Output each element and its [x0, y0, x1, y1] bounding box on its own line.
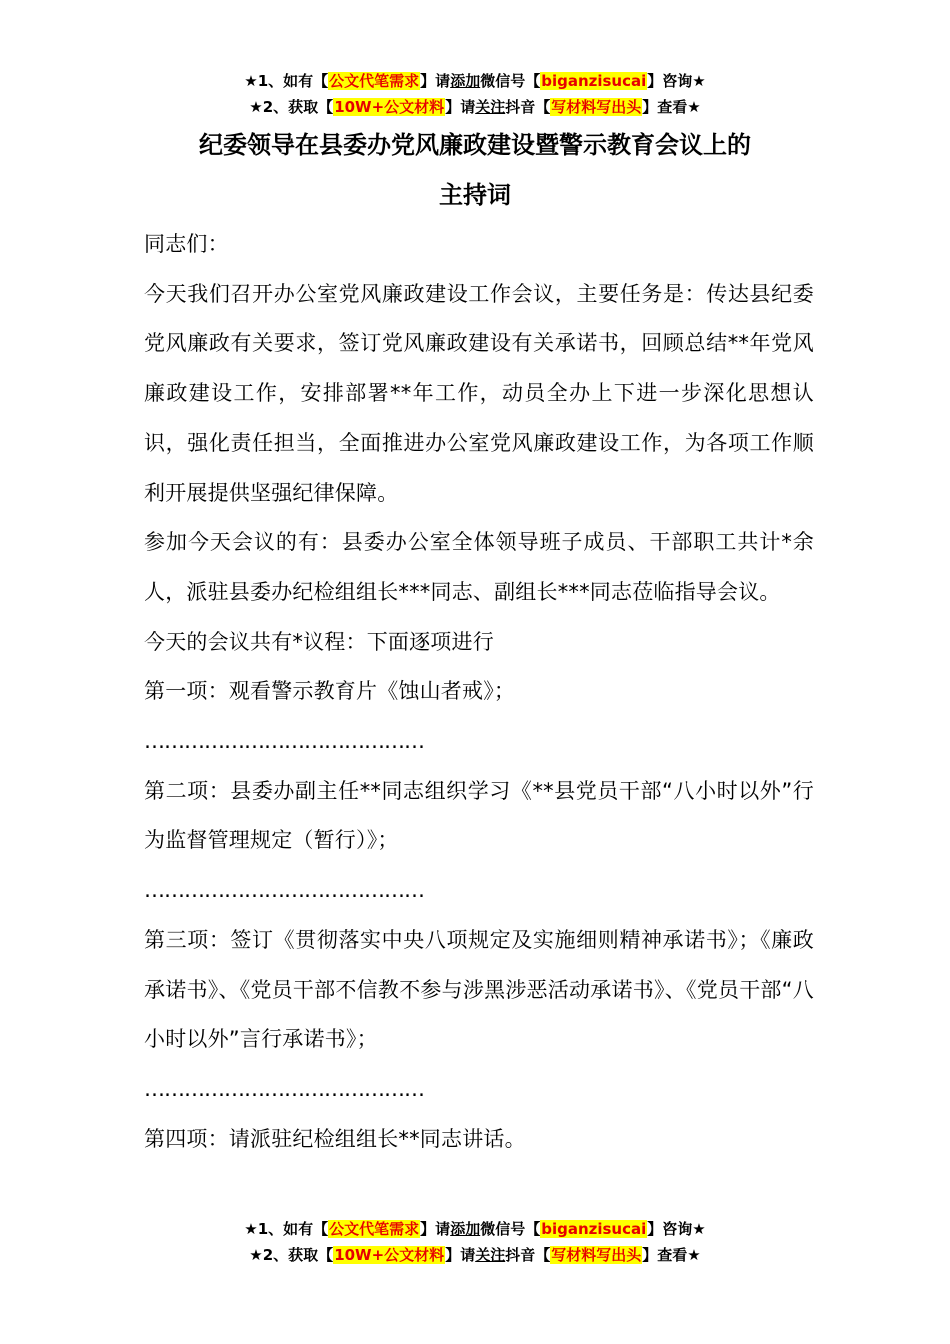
banner-line-2-mid-2: 抖音【 [505, 1246, 551, 1264]
greeting: 同志们： [144, 232, 229, 256]
agenda-item-3: 第三项：签订《贯彻落实中央八项规定及实施细则精神承诺书》；《廉政承诺书》、《党员干部不信教不参与涉黑涉恶活动承诺书》、《党员干部“八小时以外”言行承诺书》； [144, 927, 814, 1052]
banner-line-1-highlight-wechat: biganzisucai [541, 1220, 647, 1238]
banner-line-2-highlight-douyin: 写材料写出头 [551, 98, 642, 116]
ellipsis-separator: …………………………………… [144, 729, 424, 754]
header-banner [0, 68, 950, 120]
banner-line-1-suffix: 】咨询★ [647, 72, 706, 90]
agenda-item-2: 第二项：县委办副主任**同志组织学习《**县党员干部“八小时以外”行为监督管理规定（暂行）》； [144, 778, 814, 853]
banner-line-2-mid: 】请 [445, 98, 476, 116]
banner-line-1-mid: 】请 [420, 1220, 451, 1238]
banner-line-1 [0, 1216, 950, 1242]
agenda-item-1: 第一项：观看警示教育片《蚀山者戒》； [144, 679, 516, 704]
banner-line-1 [0, 68, 950, 94]
banner-line-2-mid: 】请 [445, 1246, 476, 1264]
banner-line-1-suffix: 】咨询★ [647, 1220, 706, 1238]
banner-line-2 [0, 1242, 950, 1268]
document-title-line-1: 纪委领导在县委办党风廉政建设暨警示教育会议上的 [199, 131, 751, 159]
banner-line-2-suffix: 】查看★ [642, 1246, 701, 1264]
paragraph-meeting-purpose: 今天我们召开办公室党风廉政建设工作会议，主要任务是：传达县纪委党风廉政有关要求，签订党风廉政建设有关承诺书，回顾总结**年党风廉政建设工作，安排部署**年工作，动员全办上下进一步深化思想认识，强化责任担当，全面推进办公室党风廉政建设工作，为各项工作顺利开展提供坚强纪律保障。 [144, 281, 814, 505]
banner-line-2-suffix: 】查看★ [642, 98, 701, 116]
banner-line-1-highlight-service: 公文代笔需求 [329, 72, 420, 90]
banner-line-1-prefix: ★1、如有【 [244, 1220, 329, 1238]
banner-line-1-underline: 添加 [450, 72, 481, 90]
banner-line-2-mid-2: 抖音【 [505, 98, 551, 116]
banner-line-2-prefix: ★2、获取【 [249, 98, 334, 116]
document-title-line-2: 主持词 [439, 181, 511, 209]
paragraph-attendees: 参加今天会议的有：县委办公室全体领导班子成员、干部职工共计*余人，派驻县委办纪检组组长***同志、副组长***同志莅临指导会议。 [144, 530, 814, 604]
banner-line-1-prefix: ★1、如有【 [244, 72, 329, 90]
banner-line-1-highlight-wechat: biganzisucai [541, 72, 647, 90]
banner-line-2-underline: 关注 [475, 98, 506, 116]
banner-line-2-highlight-douyin: 写材料写出头 [551, 1246, 642, 1264]
banner-line-1-mid-2: 微信号【 [480, 72, 541, 90]
agenda-item-4: 第四项：请派驻纪检组组长**同志讲话。 [144, 1126, 526, 1151]
banner-line-1-mid: 】请 [420, 72, 451, 90]
document-body [144, 220, 814, 1164]
banner-line-2-underline: 关注 [475, 1246, 506, 1264]
banner-line-2 [0, 94, 950, 120]
ellipsis-separator: …………………………………… [144, 878, 424, 903]
banner-line-1-highlight-service: 公文代笔需求 [329, 1220, 420, 1238]
banner-line-1-underline: 添加 [450, 1220, 481, 1238]
banner-line-1-mid-2: 微信号【 [480, 1220, 541, 1238]
banner-line-2-highlight-materials: 10W+公文材料 [334, 98, 445, 116]
banner-line-2-highlight-materials: 10W+公文材料 [334, 1246, 445, 1264]
ellipsis-separator: …………………………………… [144, 1076, 424, 1101]
footer-banner [0, 1216, 950, 1268]
banner-line-2-prefix: ★2、获取【 [249, 1246, 334, 1264]
paragraph-agenda-intro: 今天的会议共有*议程：下面逐项进行 [144, 629, 494, 654]
